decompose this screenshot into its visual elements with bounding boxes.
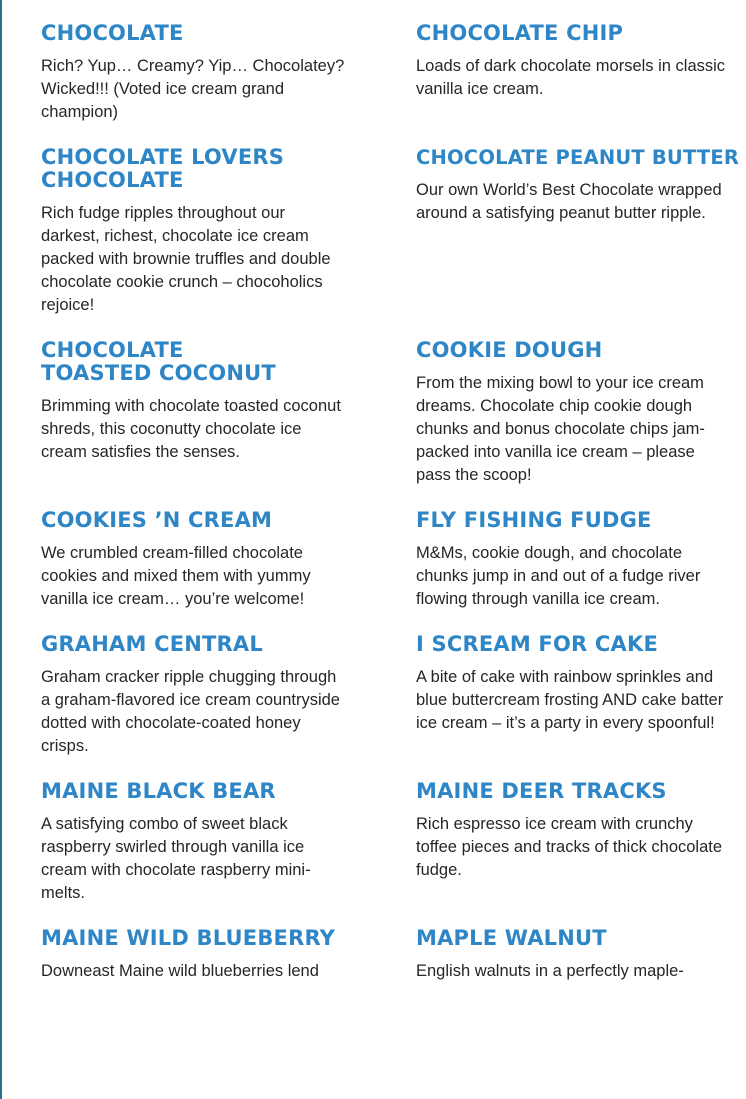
flavor-item	[41, 927, 416, 1005]
flavor-name: CHOCOLATE LOVERS CHOCOLATE	[41, 145, 285, 192]
flavor-description: Rich espresso ice cream with crunchy toffee pieces and tracks of thick chocolate fudge.	[416, 815, 723, 879]
flavor-description: From the mixing bowl to your ice cream dreams. Chocolate chip cookie dough chunks and bonus chocolate chips jam-packed into vanilla ice cream – please pass the scoop!	[416, 374, 705, 484]
flavor-item	[416, 509, 746, 633]
flavor-item	[416, 780, 746, 927]
flavor-name: I SCREAM FOR CAKE	[416, 632, 658, 656]
flavor-name: CHOCOLATE PEANUT BUTTER	[416, 146, 740, 169]
flavor-name: CHOCOLATE	[41, 21, 184, 45]
flavor-item	[416, 146, 746, 339]
flavor-description: Brimming with chocolate toasted coconut shreds, this coconutty chocolate ice cream satisfies the senses.	[41, 397, 341, 461]
flavor-description: Our own World’s Best Chocolate wrapped around a satisfying peanut butter ripple.	[416, 181, 722, 222]
flavor-description: Rich fudge ripples throughout our darkest, richest, chocolate ice cream packed with brownie truffles and double chocolate cookie crunch – chocoholics rejoice!	[41, 204, 331, 314]
flavor-item	[416, 339, 746, 509]
flavor-item	[41, 339, 416, 509]
flavor-name: COOKIES ’N CREAM	[41, 508, 273, 532]
flavor-name: MAINE WILD BLUEBERRY	[41, 926, 336, 950]
flavor-description: Rich? Yup… Creamy? Yip… Chocolatey? Wicked!!! (Voted ice cream grand champion)	[41, 57, 345, 121]
flavor-name: MAINE BLACK BEAR	[41, 779, 276, 803]
flavor-description: A bite of cake with rainbow sprinkles and blue buttercream frosting AND cake batter ice cream – it’s a party in every spoonful!	[416, 668, 724, 732]
flavor-description: English walnuts in a perfectly maple-	[416, 962, 684, 980]
left-edge-rule	[0, 0, 2, 1099]
flavor-item	[41, 146, 416, 339]
flavor-name: CHOCOLATE TOASTED COCONUT	[41, 338, 276, 385]
flavor-name: COOKIE DOUGH	[416, 338, 603, 362]
flavor-list	[41, 22, 746, 1005]
flavor-item	[416, 22, 746, 146]
flavor-description: Loads of dark chocolate morsels in classic vanilla ice cream.	[416, 57, 726, 98]
flavor-name: GRAHAM CENTRAL	[41, 632, 263, 656]
flavor-name: FLY FISHING FUDGE	[416, 508, 652, 532]
flavor-name: MAPLE WALNUT	[416, 926, 607, 950]
flavor-description: M&Ms, cookie dough, and chocolate chunks jump in and out of a fudge river flowing through vanilla ice cream.	[416, 544, 701, 608]
flavor-description: Graham cracker ripple chugging through a graham-flavored ice cream countryside dotted with chocolate-coated honey crisps.	[41, 668, 340, 755]
flavor-name: MAINE DEER TRACKS	[416, 779, 667, 803]
flavor-description: A satisfying combo of sweet black raspberry swirled through vanilla ice cream with chocolate raspberry mini-melts.	[41, 815, 311, 902]
flavor-item	[41, 22, 416, 146]
flavor-name: CHOCOLATE CHIP	[416, 21, 624, 45]
flavor-item	[41, 780, 416, 927]
flavor-item	[41, 509, 416, 633]
flavor-description: Downeast Maine wild blueberries lend	[41, 962, 319, 980]
flavor-item	[416, 927, 746, 1005]
flavor-item	[41, 633, 416, 780]
flavor-item	[416, 633, 746, 780]
flavor-description: We crumbled cream-filled chocolate cookies and mixed them with yummy vanilla ice cream… you’re welcome!	[41, 544, 311, 608]
